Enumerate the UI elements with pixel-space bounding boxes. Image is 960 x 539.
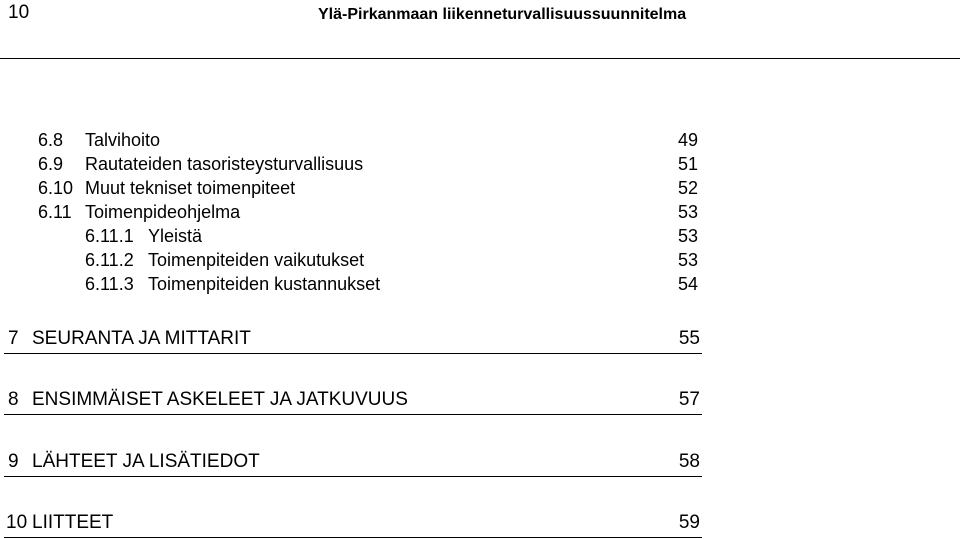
document-title: Ylä-Pirkanmaan liikenneturvallisuussuunnitelma bbox=[318, 6, 687, 23]
toc-entry bbox=[0, 152, 700, 176]
toc-entry-number: 6.9 bbox=[38, 154, 64, 174]
header-divider bbox=[0, 58, 960, 59]
toc-chapter-entry bbox=[4, 448, 702, 477]
page-number: 10 bbox=[8, 2, 30, 23]
toc-chapter-entry bbox=[4, 509, 702, 538]
toc-chapter-page: 57 bbox=[678, 389, 700, 410]
toc-chapter-page: 58 bbox=[678, 451, 700, 472]
toc-entry-title: Toimenpiteiden kustannukset bbox=[148, 274, 381, 294]
toc-entry-title: Muut tekniset toimenpiteet bbox=[85, 178, 296, 198]
toc-entry-title: Toimenpiteiden vaikutukset bbox=[148, 250, 365, 270]
toc-entry-page: 51 bbox=[677, 154, 698, 174]
toc-entry-number: 6.10 bbox=[38, 178, 74, 198]
toc-entry-page: 53 bbox=[677, 250, 698, 270]
toc-entry bbox=[0, 128, 700, 152]
toc-entry-title: Toimenpideohjelma bbox=[85, 202, 241, 222]
toc-entry-title: Talvihoito bbox=[85, 130, 161, 150]
toc-entry-title: Rautateiden tasoristeysturvallisuus bbox=[85, 154, 364, 174]
toc-entry-page: 54 bbox=[677, 274, 698, 294]
toc-entry-page: 49 bbox=[677, 130, 698, 150]
toc-chapter-number: 10 bbox=[6, 512, 28, 533]
toc-chapter-title: ENSIMMÄISET ASKELEET JA JATKUVUUS bbox=[32, 389, 408, 410]
toc-entry bbox=[0, 176, 700, 200]
toc-entry-title: Yleistä bbox=[148, 226, 203, 246]
toc-chapter-title: LÄHTEET JA LISÄTIEDOT bbox=[32, 451, 260, 472]
toc-chapter-number: 7 bbox=[8, 328, 19, 349]
toc-entry-page: 52 bbox=[677, 178, 698, 198]
toc-entry bbox=[0, 248, 700, 272]
toc-entry-number: 6.11.1 bbox=[85, 226, 134, 246]
toc-entry bbox=[0, 200, 700, 224]
toc-chapter-number: 8 bbox=[8, 389, 19, 410]
toc-entry-number: 6.8 bbox=[38, 130, 64, 150]
toc-chapter-title: LIITTEET bbox=[32, 512, 114, 533]
toc-entry bbox=[0, 224, 700, 248]
toc-chapter-entry bbox=[4, 325, 702, 354]
toc-chapter-entry bbox=[4, 386, 702, 415]
toc-entry-page: 53 bbox=[677, 202, 698, 222]
toc-entry-number: 6.11 bbox=[38, 202, 72, 222]
toc-entry-number: 6.11.3 bbox=[85, 274, 134, 294]
toc-chapter-page: 55 bbox=[678, 328, 700, 349]
toc-chapter-number: 9 bbox=[8, 451, 19, 472]
toc-chapter-title: SEURANTA JA MITTARIT bbox=[32, 328, 251, 349]
toc-entry bbox=[0, 272, 700, 296]
toc-chapter-page: 59 bbox=[678, 512, 700, 533]
toc-entry-number: 6.11.2 bbox=[85, 250, 134, 270]
toc-entry-page: 53 bbox=[677, 226, 698, 246]
